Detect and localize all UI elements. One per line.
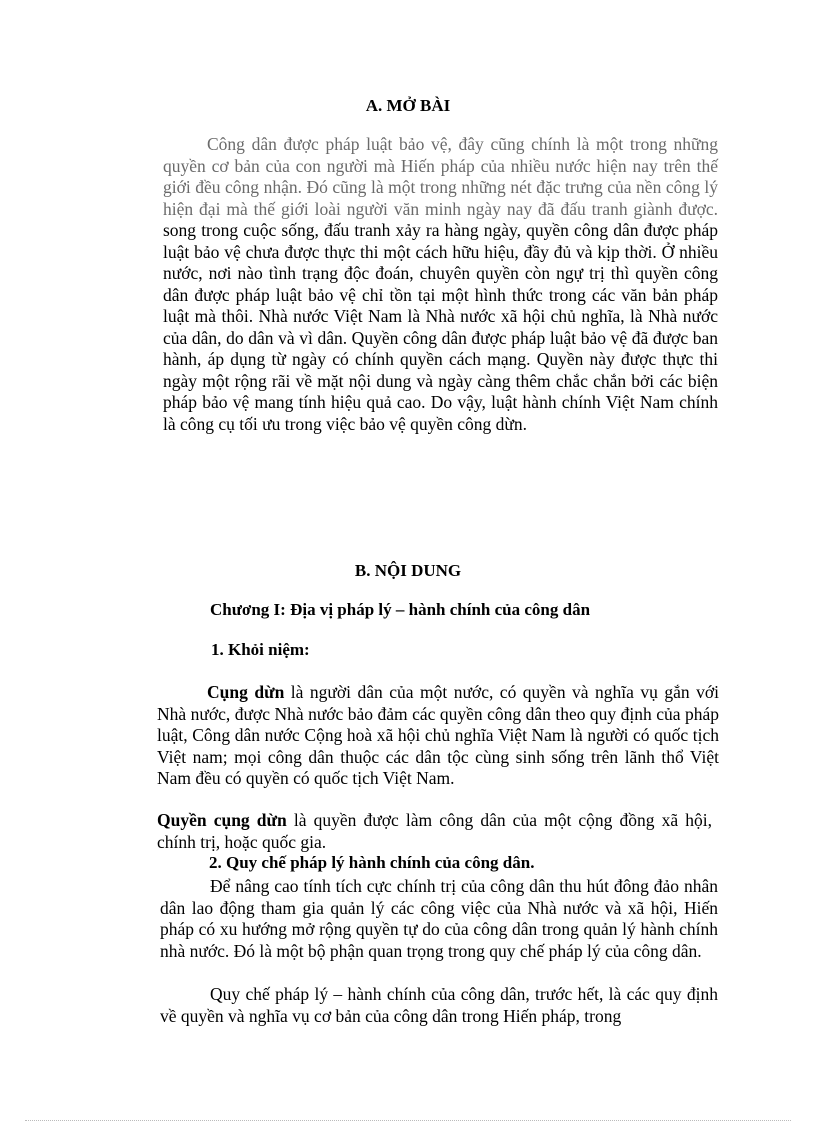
subsection-1-title: 1. Khỏi niệm: [211,640,310,659]
intro-paragraph [163,134,718,435]
page-bottom-divider [25,1120,791,1121]
section-b-title: B. NỘI DUNG [354,561,462,580]
subsection-2-title: 2. Quy chế pháp lý hành chính của công dân. [209,853,535,872]
body-paragraph-3: Quy chế pháp lý – hành chính của công dân, trước hết, là các quy định về quyền và nghĩa vụ cơ bản của công dân trong Hiến pháp, trong [160,984,718,1026]
body-paragraph-2: Để nâng cao tính tích cực chính trị của công dân thu hút đông đảo nhân dân lao động tham gia quản lý các công việc của Nhà nước và xã hội, Hiến pháp có xu hướng mở rộng quyền tự do của công dân trong quản lý hành chính nhà nước. Đó là một bộ phận quan trọng trong quy chế pháp lý của công dân. [160,876,718,961]
term-citizen-rights: Quyền cụng dừn [157,810,287,830]
definition-citizen [157,682,719,790]
section-a-title: A. MỞ BÀI [365,96,451,115]
definition-citizen-rights [157,810,712,853]
definition-citizen-rights-text: là quyền được làm công dân của một cộng đồng xã hội, chính trị, hoặc quốc gia. [157,810,712,852]
intro-text-gray: Công dân được pháp luật bảo vệ, đây cũng chính là một trong những quyền cơ bản của con người mà Hiến pháp của nhiều nước hiện nay trên thế giới đều công nhận. Đó cũng là một trong những nét đặc trưng của nền công lý hiện đại mà thế giới loài người văn minh ngày nay đã đấu tranh giành được. [163,134,718,219]
term-citizen: Cụng dừn [207,682,285,702]
definition-citizen-text: là người dân của một nước, có quyền và nghĩa vụ gắn với Nhà nước, được Nhà nước bảo đảm các quyền công dân theo quy định của pháp luật, Công dân nước Cộng hoà xã hội chủ nghĩa Việt Nam là người có quốc tịch Việt nam; mọi công dân thuộc các dân tộc cùng sinh sống trên lãnh thổ Việt Nam đều có quyền có quốc tịch Việt Nam. [157,682,720,788]
chapter-title: Chương I: Địa vị pháp lý – hành chính của công dân [210,600,591,619]
intro-text-black: song trong cuộc sống, đấu tranh xảy ra hàng ngày, quyền công dân được pháp luật bảo vệ chưa được thực thi một cách hữu hiệu, đầy đủ và kịp thời. Ở nhiều nước, nơi nào tình trạng độc đoán, chuyên quyền còn ngự trị thì quyền công dân được pháp luật bảo vệ chỉ tồn tại một hình thức trong các văn bản pháp luật mà thôi. Nhà nước Việt Nam là Nhà nước xã hội chủ nghĩa, là Nhà nước của dân, do dân và vì dân. Quyền công dân được pháp luật bảo vệ đã được ban hành, áp dụng từ ngày có chính quyền cách mạng. Quyền này được thực thi ngày một rộng rãi về mặt nội dung và ngày càng thêm chắc chắn bởi các biện pháp bảo vệ mang tính hiệu quả cao. Do vậy, luật hành chính Việt Nam chính là công cụ tối ưu trong việc bảo vệ quyền công dừn. [163,220,718,434]
